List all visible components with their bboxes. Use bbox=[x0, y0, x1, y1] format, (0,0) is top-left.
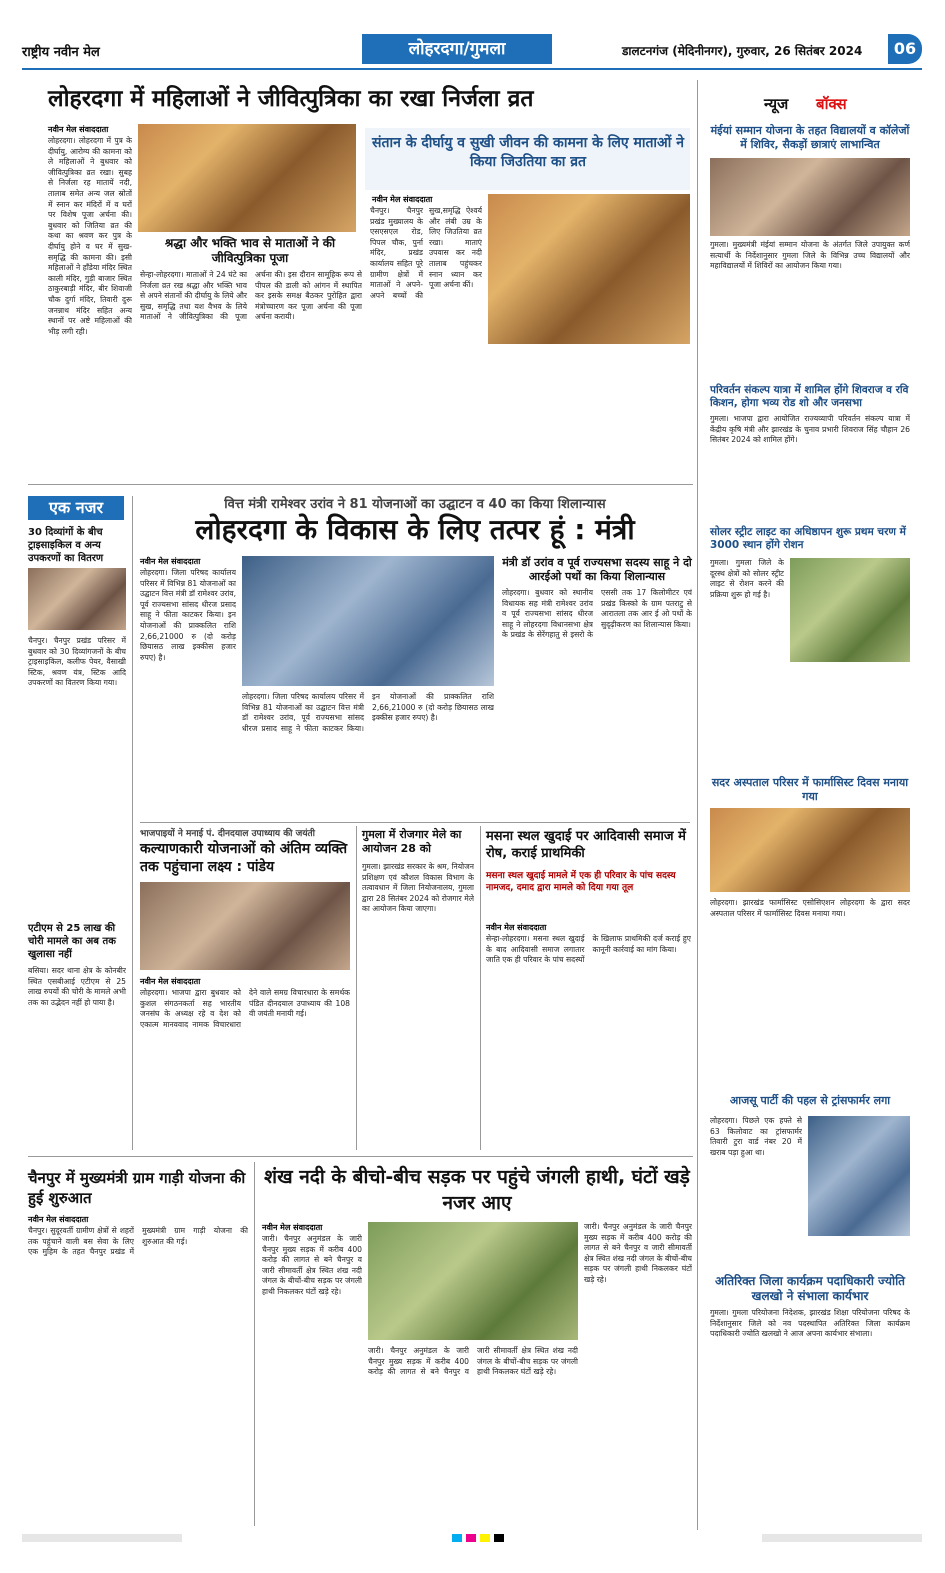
news-box-item-body: गुमला। गुमला जिले के दूरस्थ क्षेत्रों को सोलर स्ट्रीट लाइट से रोशन करने की प्रक्रिया शुरू हो गई है। bbox=[710, 558, 784, 599]
ek-nazar-item-body: बसिया। सदर थाना क्षेत्र के कोनबीर स्थित एसबीआई एटीएम से 25 लाख रुपयों की चोरी के मामले अभी तक का उद्भेदन नहीं हो पाया है। bbox=[28, 966, 126, 1007]
masthead: राष्ट्रीय नवीन मेल bbox=[22, 45, 100, 60]
story3-side-headline: मंत्री डॉ उरांव व पूर्व राज्यसभा सदस्य साहू ने दो आरईओ पथों का किया शिलान्यास bbox=[502, 556, 692, 583]
news-box-item-body: लोहरदगा। पिछले एक हफ्ते से 63 किलोवाट का ट्रांसफार्मर तिवारी टुरा वार्ड नंबर 20 में खराब पड़ा हुआ था। bbox=[710, 1116, 802, 1157]
divider bbox=[28, 1156, 693, 1157]
divider bbox=[140, 822, 690, 823]
column-divider bbox=[697, 80, 698, 1530]
story1-headline: लोहरदगा में महिलाओं ने जीवित्पुत्रिका का रखा निर्जला व्रत bbox=[48, 86, 534, 112]
story5-body: गुमला। झारखंड सरकार के श्रम, नियोजन प्रशिक्षण एवं कौशल विकास विभाग के तत्वावधान में जिला नियोजनालय, गुमला द्वारा 28 सितंबर 2024 को रोजगार मेले का आयोजन किया जाएगा। bbox=[362, 862, 474, 914]
news-box-header bbox=[704, 94, 916, 116]
story3-body: लोहरदगा। जिला परिषद कार्यालय परिसर में विभिन्न 81 योजनाओं का उद्घाटन वित्त मंत्री डॉ रामेश्वर उरांव, पूर्व राज्यसभा सांसद धीरज प्रसाद साहू ने फीता काटकर किया। इन योजनाओं की प्राक्कलित राशि 2,66,21000 रु (दो करोड़ छियासठ लाख इक्कीस हजार रुपए) है। bbox=[140, 568, 236, 662]
ek-nazar-item-headline: एटीएम से 25 लाख की चोरी मामले का अब तक खुलासा नहीं bbox=[28, 923, 116, 960]
news-box-item-headline: सदर अस्पताल परिसर में फार्मासिस्ट दिवस मनाया गया bbox=[711, 776, 909, 803]
story3-headline: लोहरदगा के विकास के लिए तत्पर हूं : मंत्री bbox=[195, 513, 635, 546]
news-box-item-headline: आजसू पार्टी की पहल से ट्रांसफार्मर लगा bbox=[729, 1094, 891, 1107]
ek-nazar-item-body: चैनपुर। चैनपुर प्रखंड परिसर में बुधवार को 30 दिव्यांगजनों के बीच ट्राइसाइकिल, कलीफ पेयर, वैसाखी स्टिक, श्रवण यंत्र, स्टिक आदि उपकरणों का वितरण किया गया। bbox=[28, 636, 126, 688]
story7-body: चैनपुर। सुदूरवर्ती ग्रामीण क्षेत्रों से शहरों तक पहुंचाने वाली बस सेवा के लिए एक मुहिम के तहत चैनपुर प्रखंड में मुख्यमंत्री ग्राम गाड़ी योजना की शुरुआत की गई। bbox=[28, 1226, 248, 1257]
story3-body-continued: लोहरदगा। जिला परिषद कार्यालय परिसर में विभिन्न 81 योजनाओं का उद्घाटन वित्त मंत्री डॉ रामेश्वर उरांव, पूर्व राज्यसभा सांसद धीरज प्रसाद साहू ने फीता काटकर किया। इन योजनाओं की प्राक्कलित राशि 2,66,21000 रु (दो करोड़ छियासठ लाख इक्कीस हजार रुपए) है। bbox=[242, 692, 494, 733]
story3-side-body: लोहरदगा। बुधवार को स्थानीय विधायक सह मंत्री रामेश्वर उरांव व पूर्व राज्यसभा सांसद धीरज साहू ने लोहरदगा विधानसभा क्षेत्र के प्रखंड के सेरेंगहातु से इसरो के एससी तक 17 किलोमीटर एवं प्रखंड किस्को के ग्राम पतराटु से आरातला तक आर ई ओ पथों के सुदृढ़ीकरण का शिलान्यास किया। bbox=[502, 588, 692, 640]
news-box-item-headline: मंईयां सम्मान योजना के तहत विद्यालयों व कॉलेजों में शिविर, सैकड़ों छात्राएं लाभान्वित bbox=[710, 124, 910, 151]
news-box-photo bbox=[710, 158, 910, 236]
page-header bbox=[22, 34, 922, 66]
story1-inset-body: सेन्हा-लोहरदगा। माताओं ने 24 घंटे का निर्जला व्रत रख श्रद्धा और भक्ति भाव से अपने संतानों की दीर्घायु के लिये और सुख, समृद्धि तथा यश वैभव के लिये माताओं ने जीवित्पुत्रिका की पूजा अर्चना की। इस दौरान सामूहिक रूप से पीपल की डाली को आंगन में स्थापित कर इसके समक्ष बैठकर पुरोहित द्वारा मंत्रोच्चारण कर पूजा अर्चना की पूजा अर्चना करायी। bbox=[140, 270, 362, 322]
divider bbox=[28, 484, 693, 485]
news-box-label-accent: बॉक्स bbox=[816, 95, 847, 113]
section-label: लोहरदगा/गुमला bbox=[362, 34, 552, 64]
story1-photo bbox=[138, 124, 356, 232]
ek-nazar-photo bbox=[28, 568, 126, 630]
news-box-item-headline: परिवर्तन संकल्प यात्रा में शामिल होंगे शिवराज व रवि किशन, होगा भव्य रोड शो और जनसभा bbox=[710, 384, 909, 409]
story4-kicker: भाजपाइयों ने मनाई पं. दीनदयाल उपाध्याय की जयंती bbox=[140, 829, 316, 839]
story3-kicker: वित्त मंत्री रामेश्वर उरांव ने 81 योजनाओं का उद्घाटन व 40 का किया शिलान्यास bbox=[224, 497, 606, 512]
story4-photo bbox=[140, 882, 350, 970]
story5-headline: गुमला में रोजगार मेले का आयोजन 28 को bbox=[362, 828, 462, 855]
story1-byline: नवीन मेल संवाददाता bbox=[48, 125, 109, 134]
news-box-label: न्यूज bbox=[764, 95, 789, 113]
story6-byline: नवीन मेल संवाददाता bbox=[486, 923, 547, 932]
color-registration-strip bbox=[22, 1534, 922, 1542]
news-box-item-body: गुमला। गुमला परियोजना निदेशक, झारखंड शिक्षा परियोजना परिषद के निर्देशानुसार जिले को नव पदस्थापित अतिरिक्त जिला कार्यक्रम पदाधिकारी ज्योति खलखो ने आज अपना कार्यभार संभाला। bbox=[710, 1308, 910, 1339]
story6-body: सेन्हा-लोहरदगा। मसना स्थल खुदाई के बाद आदिवासी समाज लगातार जाति एक ही परिवार के पांच सदस्यों के खिलाफ प्राथमिकी दर्ज कराई हुए कानूनी कार्रवाई का मांग किया। bbox=[486, 934, 691, 965]
story1-inset-headline: श्रद्धा और भक्ति भाव से माताओं ने की जीवित्पुत्रिका पूजा bbox=[164, 236, 336, 265]
story8-body-continued: जारी। चैनपुर अनुमंडल के जारी चैनपुर मुख्य सड़क में करीब 400 करोड़ की लागत से बने चैनपुर व जारी सीमावर्ती क्षेत्र स्थित शंख नदी जंगल के बीचों-बीच सड़क पर जंगली हाथी निकलकर घंटों खड़े रहे। bbox=[584, 1222, 692, 1284]
story2-body: चैनपुर। चैनपुर प्रखंड मुख्यालय के एसएसएल रोड, पिपल चौक, पुर्ना मंदिर, प्रखंड कार्यालय सहित पूरे ग्रामीण क्षेत्रों में माताओं ने अपने-अपने बच्चों की सुख,समृद्धि ऐश्वर्य और लंबी उम्र के लिए जिउतिया व्रत रखा। माताएं उपवास कर नदी तालाब पहुंचकर स्नान ध्यान कर पूजा अर्चना कीं। bbox=[370, 206, 482, 300]
story8-photo bbox=[368, 1222, 578, 1340]
story7-byline: नवीन मेल संवाददाता bbox=[28, 1215, 89, 1224]
story8-body-continued: जारी। चैनपुर अनुमंडल के जारी चैनपुर मुख्य सड़क में करीब 400 करोड़ की लागत से बने चैनपुर व जारी सीमावर्ती क्षेत्र स्थित शंख नदी जंगल के बीचों-बीच सड़क पर जंगली हाथी निकलकर घंटों खड़े रहे। bbox=[368, 1346, 578, 1377]
page-number: 06 bbox=[888, 34, 922, 64]
column-divider bbox=[254, 1162, 255, 1526]
story2-photo bbox=[488, 194, 690, 344]
news-box-item-headline: अतिरिक्त जिला कार्यक्रम पदाधिकारी ज्योति खलखो ने संभाला कार्यभार bbox=[714, 1274, 906, 1303]
story1-body: लोहरदगा। लोहरदगा में पुत्र के दीर्घायु, आरोग्य की कामना को ले महिलाओं ने बुधवार को जीवित्पुत्रिका व्रत रखा। सुबह से निर्जला रह मातायें नदी, तालाब समेत अन्य जल स्रोतों में स्नान कर मंदिरों में व घरों पर विशेष पूजा अर्चना की। बुधवार को जितिया व्रत की कथा का श्रवण कर पुत्र के दीर्घायु होने व घर में सुख-समृद्धि की कामना की। इसी महिलाओं ने हाँडेया मंदिर स्थित काली मंदिर, गुड़ी बाजार स्थित ठाकुरबाड़ी मंदिर, बीर शिवाजी चौक दुर्गा मंदिर, तिवारी दुरू जनन्नाथ मंदिर सहित अन्य स्थानों पर अष्टे महिलाओं की भीड़ लगी रही। bbox=[48, 136, 132, 336]
story4-byline: नवीन मेल संवाददाता bbox=[140, 977, 201, 986]
story3-byline: नवीन मेल संवाददाता bbox=[140, 557, 201, 566]
story6-headline: मसना स्थल खुदाई पर आदिवासी समाज में रोष, कराई प्राथमिकी bbox=[486, 829, 686, 861]
news-box-item-body: गुमला। मुख्यमंत्री मंईयां सम्मान योजना के अंतर्गत जिले उपायुक्त कर्ण सत्यार्थी के निर्देशानुसार गुमला जिले के विभिन्न उच्च विद्यालयों और महाविद्यालयों में शिविरों का आयोजन किया गया। bbox=[710, 240, 910, 271]
header-rule bbox=[22, 68, 922, 70]
column-divider bbox=[480, 826, 481, 1150]
story2-headline: संतान के दीर्घायु व सुखी जीवन की कामना के लिए माताओं ने किया जिउतिया का व्रत bbox=[372, 135, 684, 170]
ek-nazar-label: एक नजर bbox=[28, 496, 124, 520]
news-box bbox=[704, 80, 916, 1528]
story4-body: लोहरदगा। भाजपा द्वारा बुधवार को कुशल संगठनकर्ता सह भारतीय जनसंघ के अध्यक्ष रहे व देश को एकात्म मानववाद नामक विचारधारा देने वाले समग्र विचारधारा के समर्थक पंडित दीनदयाल उपाध्याय की 108 वी जयंती मनायी गई। bbox=[140, 988, 350, 1029]
story3-photo bbox=[242, 556, 494, 686]
news-box-photo bbox=[710, 808, 910, 892]
news-box-item-headline: सोलर स्ट्रीट लाइट का अधिष्ठापन शुरू प्रथम चरण में 3000 स्थान होंगे रोशन bbox=[710, 526, 906, 551]
story8-headline: शंख नदी के बीचो-बीच सड़क पर पहुंचे जंगली हाथी, घंटों खड़े नजर आए bbox=[264, 1166, 690, 1214]
news-box-item-body: गुमला। भाजपा द्वारा आयोजित राज्यव्यापी परिवर्तन संकल्प यात्रा में केंद्रीय कृषि मंत्री और झारखंड के चुनाव प्रभारी शिवराज सिंह चौहान 26 सितंबर 2024 को शामिल होंगे। bbox=[710, 414, 910, 445]
story8-body: जारी। चैनपुर अनुमंडल के जारी चैनपुर मुख्य सड़क में करीब 400 करोड़ की लागत से बने चैनपुर व जारी सीमावर्ती क्षेत्र स्थित शंख नदी जंगल के बीचों-बीच सड़क पर जंगली हाथी निकलकर घंटों खड़े रहे। bbox=[262, 1234, 362, 1296]
news-box-photo bbox=[808, 1116, 910, 1236]
story4-headline: कल्याणकारी योजनाओं को अंतिम व्यक्ति तक पहुंचाना लक्ष्य : पांडेय bbox=[140, 841, 348, 875]
ek-nazar-item-headline: 30 दिव्यांगों के बीच ट्राइसाइकिल व अन्य उपकरणों का वितरण bbox=[28, 527, 104, 564]
story7-headline: चैनपुर में मुख्यमंत्री ग्राम गाड़ी योजना की हुई शुरुआत bbox=[28, 1169, 246, 1207]
story2-byline: नवीन मेल संवाददाता bbox=[372, 195, 433, 204]
news-box-photo bbox=[790, 558, 910, 662]
story8-byline: नवीन मेल संवाददाता bbox=[262, 1223, 323, 1232]
dateline: डालटनगंज (मेदिनीनगर), गुरुवार, 26 सितंबर 2024 bbox=[622, 44, 863, 58]
column-divider bbox=[356, 826, 357, 1150]
news-box-item-body: लोहरदगा। झारखंड फार्मासिस्ट एसोसिएशन लोहरदगा के द्वारा सदर अस्पताल परिसर में फार्मासिस्ट दिवस मनाया गया। bbox=[710, 898, 910, 918]
column-divider bbox=[132, 496, 133, 1150]
story6-pull-quote: मसना स्थल खुदाई मामले में एक ही परिवार के पांच सदस्य नामजद, दमाद द्वारा मामले को दिया गया तूल bbox=[486, 871, 676, 893]
